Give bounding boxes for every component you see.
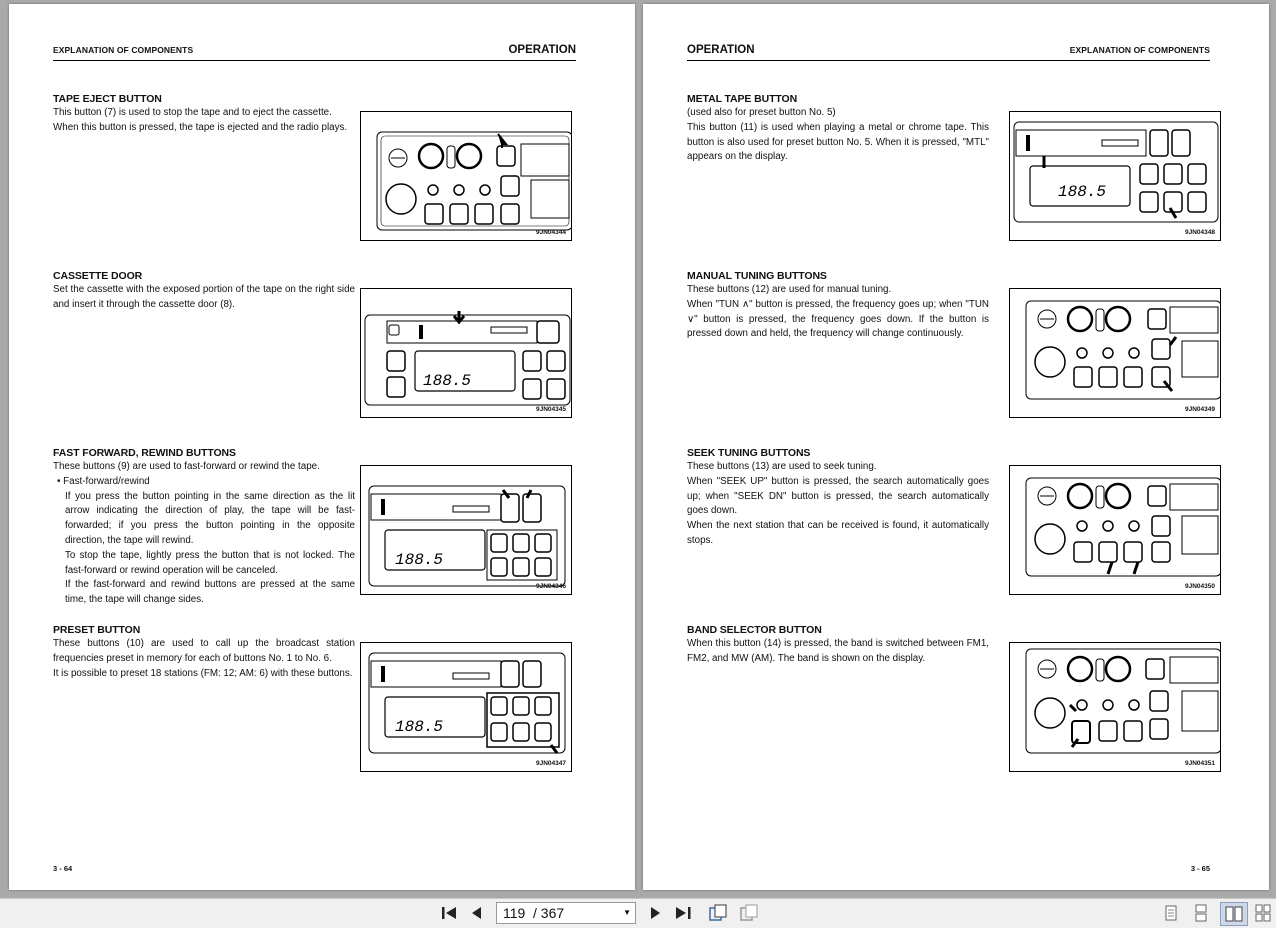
two-page-view-icon[interactable] bbox=[1220, 902, 1248, 926]
section-cassette-door bbox=[53, 269, 355, 313]
paragraph: These buttons (12) are used for manual tuning. bbox=[687, 284, 892, 295]
section-heading: SEEK TUNING BUTTONS bbox=[687, 447, 811, 459]
section-preset bbox=[53, 623, 355, 681]
figure-code: 9JN04347 bbox=[536, 760, 566, 767]
figure-code: 9JN04346 bbox=[536, 583, 566, 590]
paragraph: (used also for preset button No. 5) bbox=[687, 107, 836, 118]
chevron-down-icon[interactable]: ▼ bbox=[623, 908, 631, 917]
indented-paragraph: To stop the tape, lightly press the button that is not locked. The fast-forward or rewind operation will be canceled. bbox=[65, 549, 355, 576]
continuous-view-icon[interactable] bbox=[1190, 902, 1212, 924]
header-chapter-title: OPERATION bbox=[687, 44, 755, 56]
radio-illustration bbox=[1010, 466, 1220, 594]
paragraph: It is possible to preset 18 stations (FM: 12; AM: 6) with these buttons. bbox=[53, 667, 353, 679]
figure-code: 9JN04348 bbox=[1185, 229, 1215, 236]
section-metal-tape bbox=[687, 92, 989, 165]
header-section-title: EXPLANATION OF COMPONENTS bbox=[1069, 45, 1210, 55]
figure-manual-tuning bbox=[1009, 288, 1221, 418]
radio-illustration bbox=[1010, 112, 1220, 240]
fit-page-icon[interactable] bbox=[706, 902, 730, 924]
fit-width-icon[interactable] bbox=[737, 902, 761, 924]
radio-illustration bbox=[1010, 643, 1220, 771]
section-heading: FAST FORWARD, REWIND BUTTONS bbox=[53, 447, 236, 459]
page-number: 3 - 64 bbox=[53, 864, 73, 873]
svg-text:188.5: 188.5 bbox=[395, 718, 444, 736]
section-heading: CASSETTE DOOR bbox=[53, 270, 143, 282]
paragraph: These buttons (9) are used to fast-forward or rewind the tape. bbox=[53, 461, 320, 472]
display-frequency: 188.5 bbox=[423, 372, 472, 390]
section-tape-eject bbox=[53, 92, 355, 136]
radio-illustration bbox=[361, 112, 571, 240]
paragraph: This button (7) is used to stop the tape and to eject the cassette. bbox=[53, 107, 332, 118]
page-number-field[interactable] bbox=[496, 902, 636, 924]
paragraph: When this button is pressed, the tape is ejected and the radio plays. bbox=[53, 121, 348, 133]
svg-text:188.5: 188.5 bbox=[395, 551, 444, 569]
left-page bbox=[9, 4, 635, 890]
section-band-selector bbox=[687, 623, 989, 667]
figure-cassette-door bbox=[360, 288, 572, 418]
total-pages-label: / 367 bbox=[533, 905, 565, 921]
section-heading: TAPE EJECT BUTTON bbox=[53, 93, 162, 105]
paragraph: These buttons (10) are used to call up the broadcast station frequencies preset in memory for each of buttons No. 1 to No. 6. bbox=[53, 638, 355, 664]
right-page bbox=[643, 4, 1269, 890]
next-page-icon[interactable] bbox=[644, 902, 666, 924]
current-page-input[interactable]: 119 bbox=[503, 905, 526, 921]
paragraph: This button (11) is used when playing a metal or chrome tape. This button is also used for preset button No. 5. When it is pressed, "MTL" appears on the display. bbox=[687, 121, 989, 163]
paragraph: These buttons (13) are used to seek tuning. bbox=[687, 461, 877, 472]
radio-illustration bbox=[361, 643, 571, 771]
paragraph: When "TUN ∧" button is pressed, the frequency goes up; when "TUN ∨" button is pressed, the frequency goes down. If the button is pressed down and held, the frequency will change continuously. bbox=[687, 298, 989, 340]
previous-page-icon[interactable] bbox=[466, 902, 488, 924]
single-page-view-icon[interactable] bbox=[1160, 902, 1182, 924]
radio-illustration bbox=[361, 466, 571, 594]
viewer-toolbar bbox=[0, 898, 1276, 928]
figure-code: 9JN04345 bbox=[536, 406, 566, 413]
figure-fast-forward bbox=[360, 465, 572, 595]
figure-code: 9JN04350 bbox=[1185, 583, 1215, 590]
figure-metal-tape bbox=[1009, 111, 1221, 241]
page-header bbox=[687, 42, 1210, 61]
bullet-item: • Fast-forward/rewind bbox=[57, 475, 150, 487]
radio-illustration bbox=[1010, 289, 1220, 417]
figure-band-selector bbox=[1009, 642, 1221, 772]
last-page-icon[interactable] bbox=[672, 902, 696, 924]
section-manual-tuning bbox=[687, 269, 989, 342]
indented-paragraph: If you press the button pointing in the same direction as the lit arrow indicating the direction of play, the tape will be fast-forwarded; if you press the button pointing in the opposite direction, the tape will rewind. bbox=[65, 490, 355, 546]
paragraph: When "SEEK UP" button is pressed, the search automatically goes up; when "SEEK DN" button is pressed, the search automatically goes down. bbox=[687, 475, 989, 517]
header-section-title: EXPLANATION OF COMPONENTS bbox=[53, 45, 194, 55]
paragraph: Set the cassette with the exposed portion of the tape on the right side and insert it through the cassette door (8). bbox=[53, 284, 355, 310]
section-fast-forward bbox=[53, 446, 355, 608]
paragraph: When this button (14) is pressed, the band is switched between FM1, FM2, and MW (AM). The band is shown on the display. bbox=[687, 638, 989, 664]
figure-code: 9JN04344 bbox=[536, 229, 566, 236]
figure-code: 9JN04349 bbox=[1185, 406, 1215, 413]
figure-code: 9JN04351 bbox=[1185, 760, 1215, 767]
page-number: 3 - 65 bbox=[1190, 864, 1210, 873]
two-page-continuous-icon[interactable] bbox=[1252, 902, 1274, 924]
section-seek-tuning bbox=[687, 446, 989, 549]
radio-illustration bbox=[361, 289, 571, 417]
figure-seek-tuning bbox=[1009, 465, 1221, 595]
first-page-icon[interactable] bbox=[438, 902, 460, 924]
svg-text:188.5: 188.5 bbox=[1058, 183, 1107, 201]
indented-paragraph: If the fast-forward and rewind buttons are pressed at the same time, the tape will change sides. bbox=[65, 579, 355, 606]
section-heading: BAND SELECTOR BUTTON bbox=[687, 624, 822, 636]
section-heading: MANUAL TUNING BUTTONS bbox=[687, 270, 827, 282]
section-heading: METAL TAPE BUTTON bbox=[687, 93, 798, 105]
figure-preset bbox=[360, 642, 572, 772]
figure-tape-eject bbox=[360, 111, 572, 241]
paragraph: When the next station that can be received is found, it automatically stops. bbox=[687, 520, 989, 546]
section-heading: PRESET BUTTON bbox=[53, 624, 141, 636]
page-header bbox=[53, 42, 576, 61]
header-chapter-title: OPERATION bbox=[508, 44, 576, 56]
